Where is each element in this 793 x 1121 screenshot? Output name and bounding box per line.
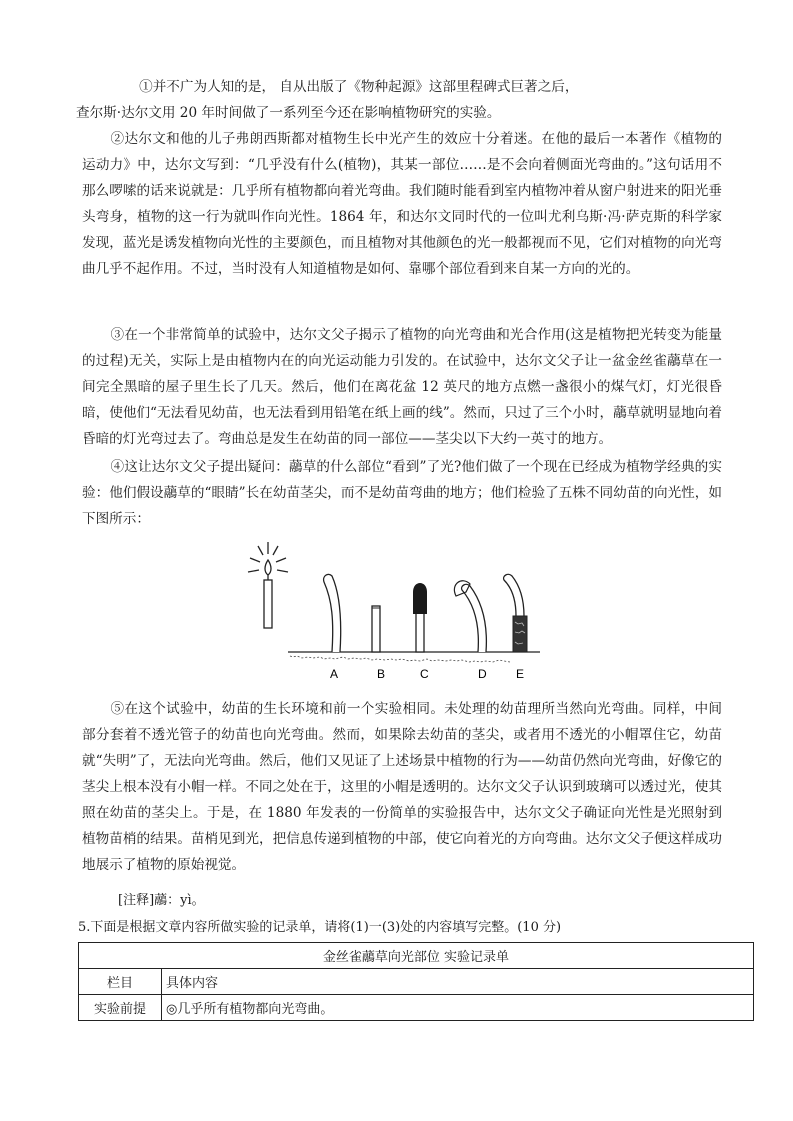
- paragraph-2: ②达尔文和他的儿子弗朗西斯都对植物生长中光产生的效应十分着迷。在他的最后一本著作《植物的运动力》中，达尔文写到：“几乎没有什么(植物)，其某一部位……是不会向着侧面光弯曲的。”这句话用不那么啰嗦的话来说就是：几乎所有植物都向着光弯曲。我们随时能看到室内植物冲着从窗户射进来的阳光垂头弯身，植物的这一行为就叫作向光性。1864 年，和达尔文同时代的一位叫尤利乌斯·冯·萨克斯的科学家发现，蓝光是诱发植物向光性的主要颜色，而且植物对其他颜色的光一般都视而不见，它们对植物的向光弯曲几乎不起作用。不过，当时没有人知道植物是如何、靠哪个部位看到来自某一方向的光的。: [82, 131, 722, 277]
- table-header-row: [79, 969, 754, 995]
- annotation-note: [注释]虉：yì。: [118, 893, 205, 908]
- seedling-a: [324, 574, 341, 652]
- paragraph-1-line-2: 查尔斯·达尔文用 20 年时间做了一系列至今还在影响植物研究的实验。: [76, 105, 501, 121]
- figure-label-c: C: [420, 667, 429, 681]
- table-title-row: [79, 943, 754, 969]
- table-cell-content: ◎几乎所有植物都向光弯曲。: [162, 995, 754, 1021]
- soil-ground: [288, 652, 540, 662]
- seedling-b: [372, 606, 380, 652]
- candle-icon: [248, 542, 288, 628]
- table-cell-label: 实验前提: [79, 995, 162, 1021]
- question-5: 5.下面是根据文章内容所做实验的记录单，请将(1)一(3)处的内容填写完整。(10 分): [78, 920, 562, 935]
- seedling-c: [413, 583, 427, 652]
- paragraph-3: ③在一个非常简单的试验中，达尔文父子揭示了植物的向光弯曲和光合作用(这是植物把光转变为能量的过程)无关，实际上是由植物内在的向光运动能力引发的。在试验中，达尔文父子让一盆金丝雀虉草在一间完全黑暗的屋子里生长了几天。然后，他们在离花盆 12 英尺的地方点燃一盏很小的煤气灯，灯光很昏暗，使他们“无法看见幼苗，也无法看到用铅笔在纸上画的线”。然而，只过了三个小时，虉草就明显地向着昏暗的灯光弯过去了。弯曲总是发生在幼苗的同一部位——茎尖以下大约一英寸的地方。: [82, 327, 722, 447]
- paragraph-4: ④这让达尔文父子提出疑问：虉草的什么部位“看到”了光?他们做了一个现在已经成为植物学经典的实验：他们假设虉草的“眼睛”长在幼苗茎尖，而不是幼苗弯曲的地方；他们检验了五株不同幼苗的向光性，如下图所示：: [82, 459, 722, 527]
- seedling-experiment-figure: [240, 540, 560, 700]
- seedling-d: [454, 581, 486, 652]
- record-table: [78, 942, 754, 1021]
- figure-label-b: B: [377, 667, 386, 681]
- paragraph-1-line-1: ①并不广为人知的是， 自从出版了《物种起源》这部里程碑式巨著之后，: [139, 79, 579, 95]
- table-header-column: 栏目: [79, 969, 162, 995]
- table-title: 金丝雀虉草向光部位 实验记录单: [79, 943, 754, 969]
- figure-label-d: D: [478, 667, 487, 681]
- seedling-e: [504, 574, 527, 652]
- figure-label-e: E: [516, 667, 525, 681]
- table-row: [79, 995, 754, 1021]
- table-header-content: 具体内容: [162, 969, 754, 995]
- paragraph-5: ⑤在这个试验中，幼苗的生长环境和前一个实验相同。未处理的幼苗理所当然向光弯曲。同样，中间部分套着不透光管子的幼苗也向光弯曲。然而，如果除去幼苗的茎尖，或者用不透光的小帽罩住它，幼苗就“失明”了，无法向光弯曲。然后，他们又见证了上述场景中植物的行为——幼苗仍然向光弯曲，好像它的茎尖上根本没有小帽一样。不同之处在于，这里的小帽是透明的。达尔文父子认识到玻璃可以透过光，使其照在幼苗的茎尖上。于是，在 1880 年发表的一份简单的实验报告中，达尔文父子确证向光性是光照射到植物苗梢的结果。苗梢见到光，把信息传递到植物的中部，使它向着光的方向弯曲。达尔文父子便这样成功地展示了植物的原始视觉。: [82, 701, 722, 873]
- figure-label-a: A: [330, 667, 339, 681]
